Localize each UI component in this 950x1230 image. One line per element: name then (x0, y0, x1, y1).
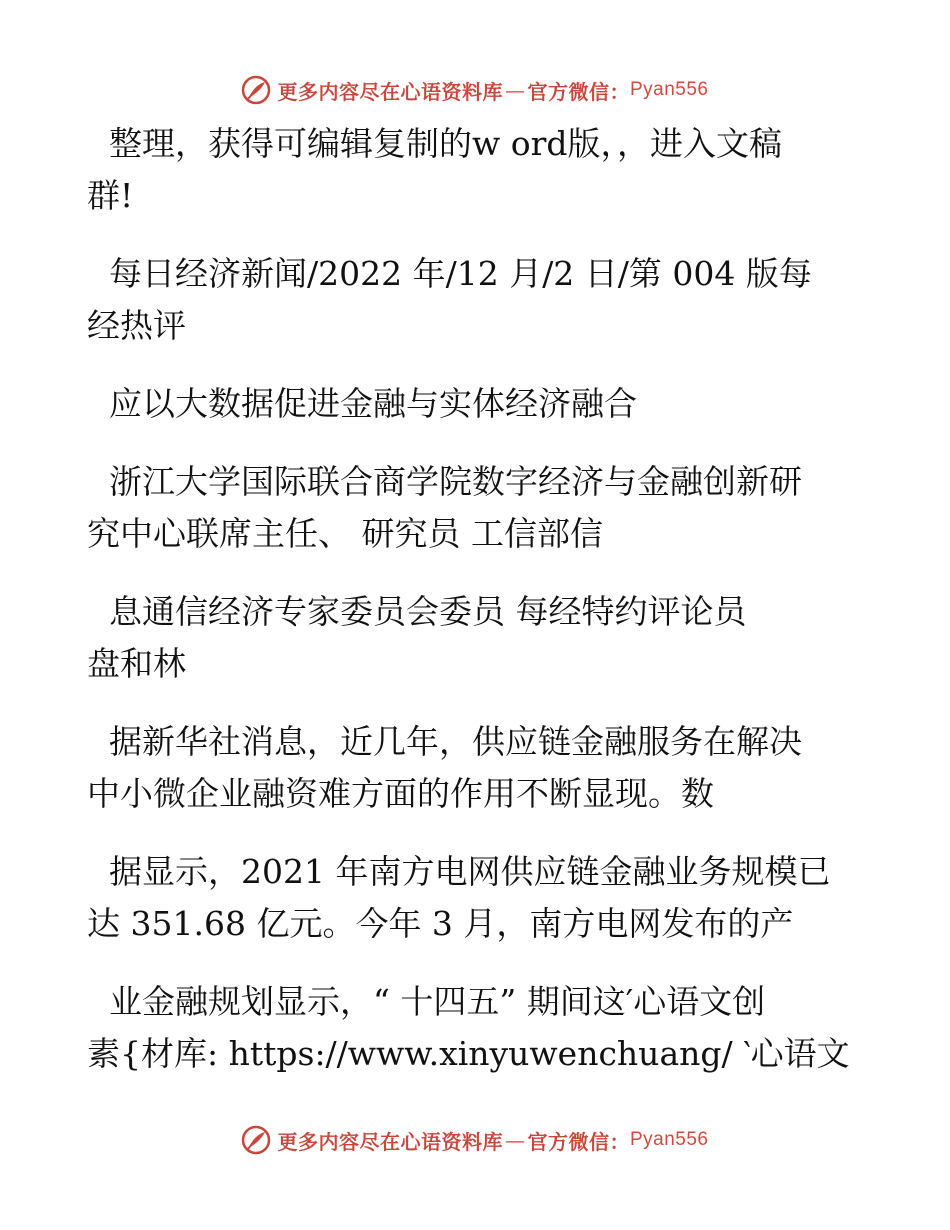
article-title: 应以大数据促进金融与实体经济融合 (109, 384, 637, 423)
text-line: 浙江大学国际联合商学院数字经济与金融创新研 (109, 462, 802, 501)
paragraph-author-affiliation (87, 456, 858, 560)
paragraph-source (87, 248, 858, 352)
text-line: 究中心联席主任、 研究员 工信部信 (87, 514, 603, 553)
text-line: 素{材库: https://www.xinyuwenchuang/ ‵心语文 (87, 1034, 850, 1073)
footer-banner (0, 1120, 950, 1160)
banner-wechat-id: Pyan556 (629, 1129, 709, 1150)
document-body (87, 118, 858, 1106)
paragraph-body-1 (87, 716, 858, 820)
banner-promo-text: 更多内容尽在心语资料库 (277, 79, 503, 104)
paragraph-body-3 (87, 976, 858, 1080)
text-line: 每日经济新闻/2022 年/12 月/2 日/第 004 版每 (109, 254, 812, 293)
text-line: 经热评 (87, 306, 186, 345)
banner-wechat-label: 官方微信： (527, 1129, 630, 1154)
header-banner (0, 70, 950, 110)
paragraph-author-name (87, 586, 858, 690)
banner-dash: — (504, 78, 526, 102)
paragraph-intro (87, 118, 858, 222)
text-line: 业金融规划显示，“ 十四五” 期间这′心语文创 (109, 982, 766, 1021)
feather-pen-logo-icon (241, 75, 271, 105)
text-line: 中小微企业融资难方面的作用不断显现。数 (87, 774, 714, 813)
text-line: 据显示，2021 年南方电网供应链金融业务规模已 (109, 852, 831, 891)
paragraph-body-2 (87, 846, 858, 950)
banner-promo-text: 更多内容尽在心语资料库 (277, 1129, 503, 1154)
feather-pen-logo-icon (241, 1125, 271, 1155)
paragraph-headline (98, 378, 858, 430)
banner-wechat-id: Pyan556 (629, 79, 709, 100)
text-line: 据新华社消息，近几年，供应链金融服务在解决 (109, 722, 802, 761)
text-line: 整理，获得可编辑复制的w ord版，，进入文稿 (109, 124, 783, 163)
text-line: 息通信经济专家委员会委员 每经特约评论员 (109, 592, 747, 631)
text-line: 群! (87, 176, 134, 215)
text-line: 盘和林 (87, 644, 186, 683)
text-line: 达 351.68 亿元。今年 3 月，南方电网发布的产 (87, 904, 794, 943)
banner-dash: — (504, 1128, 526, 1152)
banner-wechat-label: 官方微信： (527, 79, 630, 104)
